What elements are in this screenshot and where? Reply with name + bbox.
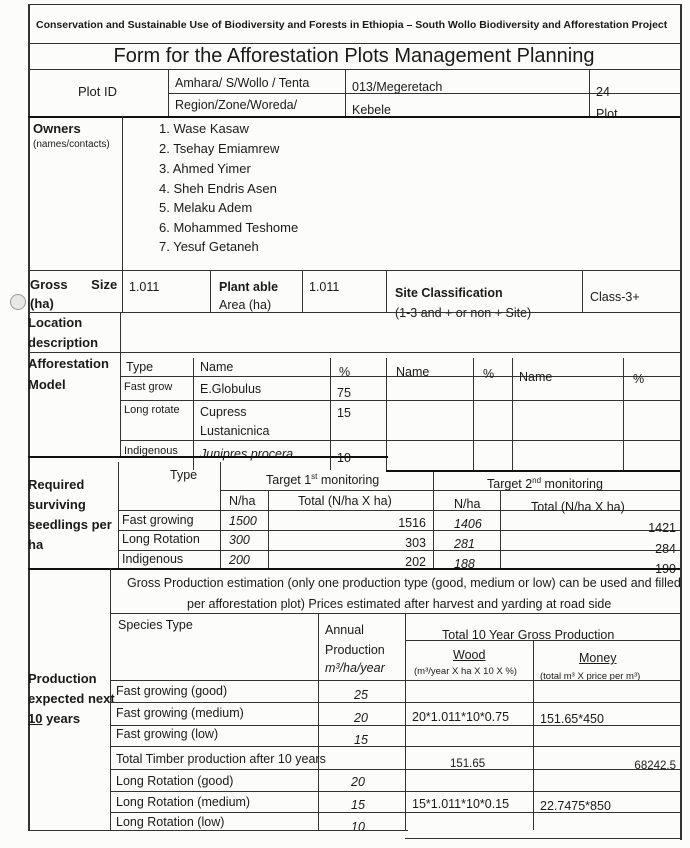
target-2-text: Target 2 [487,477,533,492]
location-label: Location [28,315,83,330]
seedlings-n2: 188 [454,557,475,571]
model-label: Afforestation [28,356,109,371]
model-row-pct: 15 [337,406,351,420]
seedlings-row-type: Long Rotation [122,532,200,546]
seedlings-col-type: Type [170,468,198,482]
production-years-number: 10 [28,711,43,726]
plantable-sublabel: Area (ha) [219,298,272,312]
model-row-type: Fast grow [124,381,173,393]
production-label: Production [28,671,97,686]
kebele-value: 013/Megeretach [352,80,443,94]
seedlings-t1: 303 [405,536,426,550]
form-title: Form for the Afforestation Plots Management Planning [113,45,595,67]
model-row-name-line2: Lustanicnica [200,424,270,438]
owner-name: 6. Mohammed Teshome [159,220,299,235]
model-row-type: Indigenous [124,445,178,457]
seedlings-row-type: Fast growing [122,513,194,527]
col-total-10yr: Total 10 Year Gross Production [442,628,615,642]
production-row-type: Long Rotation (good) [116,774,234,788]
production-row-type: Fast growing (medium) [116,706,244,720]
production-label-years [28,711,80,726]
owner-name: 2. Tsehay Emiamrew [159,141,280,156]
project-title: Conservation and Sustainable Use of Biodiversity and Forests in Ethiopia – South Wollo Biodiversity and Afforestation Project [36,19,668,31]
owners-label: Owners [33,121,81,136]
region-label: Region/Zone/Woreda/ [175,98,298,112]
production-row-wood: 15*1.011*10*0.15 [412,797,510,811]
seedlings-label: ha [28,537,44,552]
model-col-pct: % [339,365,351,379]
site-class-value: Class-3+ [590,290,640,304]
gross-size-label: Gross Size [30,277,118,292]
gross-size-unit: (ha) [30,296,54,311]
model-col-name-2: Name [396,365,430,379]
model-col-type: Type [126,360,154,374]
total-timber-wood: 151.65 [450,758,486,770]
seedlings-label: Required [28,477,85,492]
production-row-annual: 20 [354,711,368,725]
owner-name: 7. Yesuf Getaneh [159,239,259,254]
production-row-wood: 20*1.011*10*0.75 [412,710,510,724]
model-row-name: E.Globulus [200,382,262,396]
production-row-money: 22.7475*850 [540,799,611,813]
site-class-sublabel: (1-3 and + or non + Site) [395,306,532,320]
production-years-text: years [42,711,81,726]
owner-name: 3. Ahmed Yimer [159,161,251,176]
col-annual: Annual [325,623,364,637]
model-row-type: Long rotate [124,404,180,416]
seedlings-t1: 202 [405,555,426,569]
model-col-pct-3: % [633,372,645,386]
plot-id-label: Plot ID [78,84,118,99]
gross-size-value: 1.011 [129,280,160,294]
site-class-label: Site Classification [395,286,503,300]
target-1-header [266,472,379,487]
col-nha-1: N/ha [229,494,256,508]
production-row-annual: 10 [351,820,365,834]
location-label-2: description [28,335,99,350]
col-total-2: Total (N/ha X ha) [531,500,625,514]
seedlings-t2: 190 [655,562,676,576]
production-row-type: Long Rotation (low) [116,815,225,829]
seedlings-t2: 284 [655,542,676,556]
seedlings-label: surviving [28,497,86,512]
seedlings-label: seedlings per [28,517,112,532]
col-money-sub: (total m³ X price per m³) [540,671,641,682]
production-row-type: Fast growing (good) [116,684,228,698]
seedlings-row-type: Indigenous [122,552,184,566]
production-note-2: per afforestation plot) Prices estimated after harvest and yarding at road side [187,597,612,611]
col-wood-sub: (m³/year X ha X 10 X %) [414,666,517,677]
target-2-header [487,476,603,491]
col-nha-2: N/ha [454,497,481,511]
target-1-text: Target 1 [266,473,312,488]
production-label: expected next [28,691,115,706]
owner-name: 5. Melaku Adem [159,200,253,215]
col-annual-2: Production [325,643,385,657]
production-row-annual: 15 [354,733,368,747]
seedlings-n1: 200 [229,553,250,567]
model-col-name: Name [200,360,234,374]
seedlings-t2: 1421 [648,521,676,535]
seedlings-t1: 1516 [398,516,426,530]
production-row-annual: 15 [351,798,365,812]
col-wood: Wood [453,648,486,662]
seedlings-n2: 281 [454,537,475,551]
production-row-type: Fast growing (low) [116,727,219,741]
model-col-name-3: Name [519,370,553,384]
production-row-type: Long Rotation (medium) [116,795,251,809]
plantable-label: Plant able [219,280,279,294]
col-annual-unit: m³/ha/year [325,661,385,675]
production-row-annual: 25 [354,688,368,702]
total-timber-label: Total Timber production after 10 years [116,752,326,766]
seedlings-n1: 1500 [229,514,257,528]
col-total-1: Total (N/ha X ha) [298,494,392,508]
production-note-1: Gross Production estimation (only one production type (good, medium or low) can be used and filled [127,576,681,590]
target-2-suffix: monitoring [541,477,603,492]
owner-name: 1. Wase Kasaw [159,121,249,136]
plot-label: Plot [596,107,618,121]
punch-hole [10,294,26,310]
plantable-value: 1.011 [309,280,340,294]
col-money: Money [579,651,617,665]
total-timber-money: 68242.5 [634,760,676,772]
kebele-label: Kebele [352,103,391,117]
model-row-name: Junipres procera [200,447,294,461]
model-row-name: Cupress [200,405,247,419]
owners-sublabel: (names/contacts) [33,139,110,150]
seedlings-n1: 300 [229,533,250,547]
model-label-2: Model [28,377,66,392]
seedlings-n2: 1406 [454,517,482,531]
production-row-money: 151.65*450 [540,712,604,726]
col-species-type: Species Type [118,618,193,632]
plot-number: 24 [596,85,610,99]
target-1-suffix: monitoring [317,473,380,488]
model-row-pct: 10 [337,451,351,465]
owner-name: 4. Sheh Endris Asen [159,181,277,196]
target-2-sup: nd [532,476,542,485]
model-row-pct: 75 [337,386,351,400]
model-col-pct-2: % [483,367,495,381]
production-row-annual: 20 [351,775,365,789]
region-value: Amhara/ S/Wollo / Tenta [175,76,310,90]
target-1-sup: st [311,472,318,481]
